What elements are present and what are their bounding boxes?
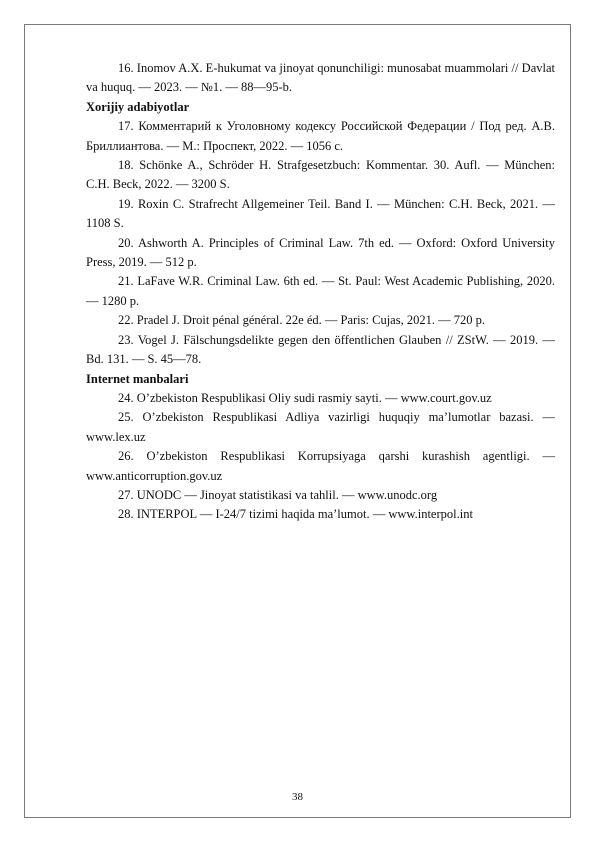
- reference-entry-20: 20. Ashworth A. Principles of Criminal Law. 7th ed. — Oxford: Oxford University Press, 2019. — 512 p.: [86, 235, 555, 270]
- reference-entry-27: 27. UNODC — Jinoyat statistikasi va tahlil. — www.unodc.org: [118, 487, 438, 502]
- page-number: 38: [292, 791, 303, 803]
- reference-entry-26: 26. O’zbekiston Respublikasi Korrupsiyaga qarshi kurashish agentligi. — www.anticorruption.gov.uz: [86, 449, 555, 483]
- reference-entry-24: 24. O’zbekiston Respublikasi Oliy sudi rasmiy sayti. — www.court.gov.uz: [118, 390, 492, 405]
- reference-entry-23: 23. Vogel J. Fälschungsdelikte gegen den öffentlichen Glauben // ZStW. — 2019. — Bd. 131. — S. 45—78.: [86, 332, 555, 367]
- bibliography-content: [86, 59, 555, 525]
- reference-entry-25: 25. O’zbekiston Respublikasi Adliya vazirligi huquqiy ma’lumotlar bazasi. — www.lex.uz: [86, 410, 555, 444]
- reference-entry-22: 22. Pradel J. Droit pénal général. 22e éd. — Paris: Cujas, 2021. — 720 p.: [118, 313, 485, 328]
- reference-entry-19: 19. Roxin C. Strafrecht Allgemeiner Teil. Band I. — München: C.H. Beck, 2021. — 1108 S.: [86, 196, 555, 231]
- section-heading-internet-sources: Internet manbalari: [86, 371, 189, 386]
- reference-entry-17: 17. Комментарий к Уголовному кодексу Российской Федерации / Под ред. А.В. Бриллиантова. — М.: Проспект, 2022. — 1056 с.: [86, 119, 555, 153]
- reference-entry-21: 21. LaFave W.R. Criminal Law. 6th ed. — St. Paul: West Academic Publishing, 2020. — 1280 p.: [86, 274, 555, 308]
- reference-entry-18: 18. Schönke A., Schröder H. Strafgesetzbuch: Kommentar. 30. Aufl. — München: C.H. Beck, 2022. — 3200 S.: [86, 158, 555, 192]
- reference-entry-16: 16. Inomov A.X. E-hukumat va jinoyat qonunchiligi: munosabat muammolari // Davlat va huquq. — 2023. — №1. — 88—95-b.: [86, 61, 555, 95]
- reference-entry-28: 28. INTERPOL — I-24/7 tizimi haqida ma’lumot. — www.interpol.int: [118, 507, 473, 522]
- section-heading-foreign-literature: Xorijiy adabiyotlar: [86, 99, 190, 114]
